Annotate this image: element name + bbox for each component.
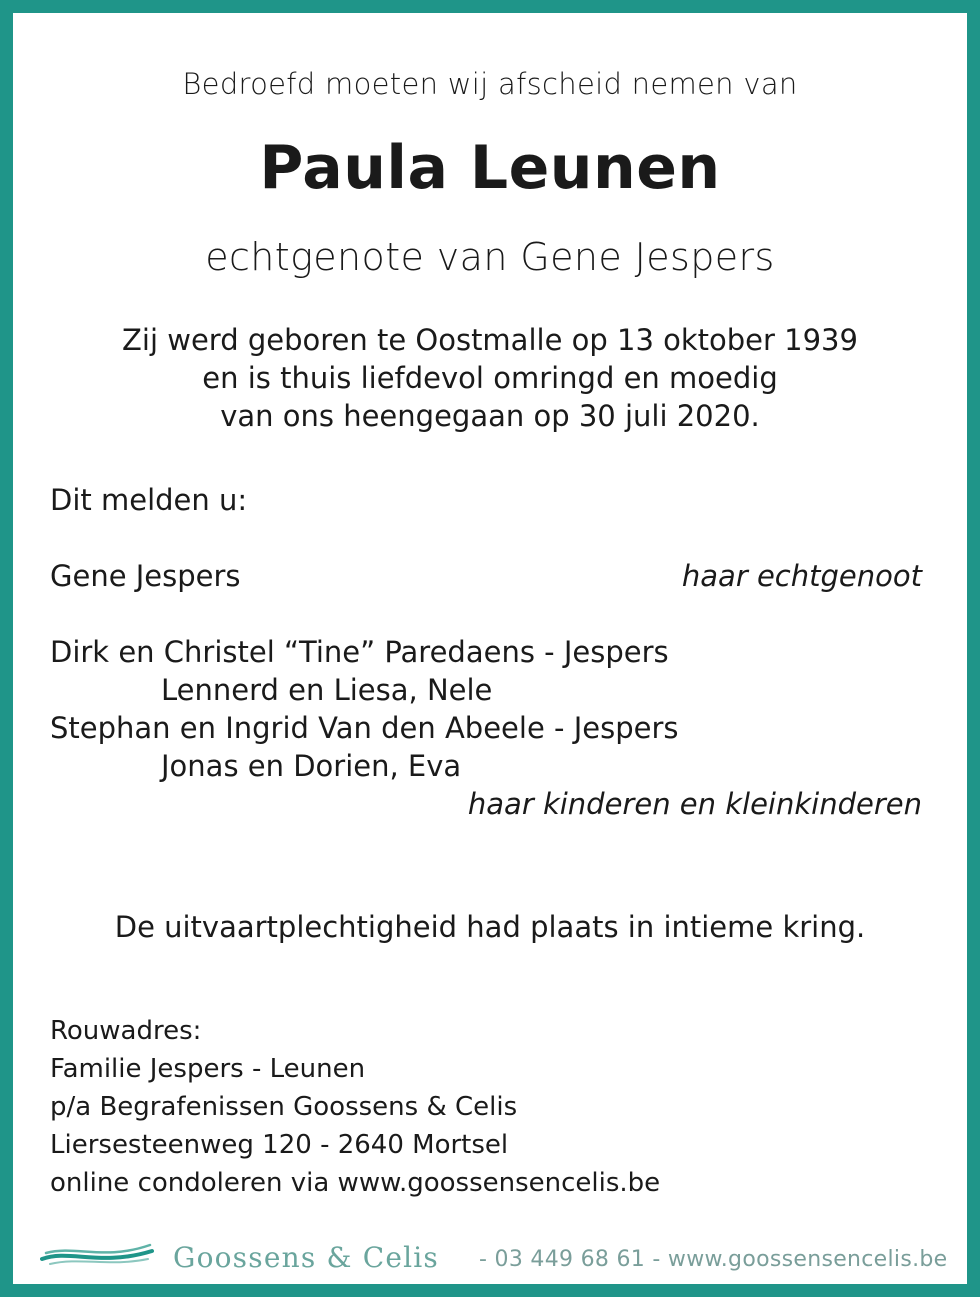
grandchildren-1: Lennerd en Liesa, Nele [161,673,493,707]
relation-text: echtgenote van Gene Jespers [205,235,775,279]
birth-line: Zij werd geboren te Oostmalle op 13 oktober 1939 [122,323,858,357]
obituary-card [13,13,967,1284]
address-line-3: Liersesteenweg 120 - 2640 Mortsel [50,1130,509,1160]
wave-logo-icon [40,1237,154,1267]
address-line-2: p/a Begrafenissen Goossens & Celis [50,1092,518,1122]
firm-contact: - 03 449 68 61 - www.goossensencelis.be [479,1247,948,1272]
child-family-1: Dirk en Christel “Tine” Paredaens - Jespers [50,635,669,669]
address-line-1: Familie Jespers - Leunen [50,1054,366,1084]
condolence-link-text: online condoleren via www.goossensencelis.be [50,1168,661,1198]
children-role: haar kinderen en kleinkinderen [467,787,922,821]
address-label: Rouwadres: [50,1016,202,1046]
intro-text: Bedroefd moeten wij afscheid nemen van [182,67,798,101]
spouse-role: haar echtgenoot [681,559,922,593]
child-family-2: Stephan en Ingrid Van den Abeele - Jespers [50,711,679,745]
announce-label: Dit melden u: [50,483,248,517]
passing-line-1: en is thuis liefdevol omringd en moedig [202,361,778,395]
passing-line-2: van ons heengegaan op 30 juli 2020. [220,399,760,433]
deceased-name: Paula Leunen [259,133,721,203]
funeral-note: De uitvaartplechtigheid had plaats in intieme kring. [114,910,866,944]
firm-name: Goossens & Celis [173,1241,439,1274]
spouse-name: Gene Jespers [50,559,241,593]
grandchildren-2: Jonas en Dorien, Eva [161,749,462,783]
